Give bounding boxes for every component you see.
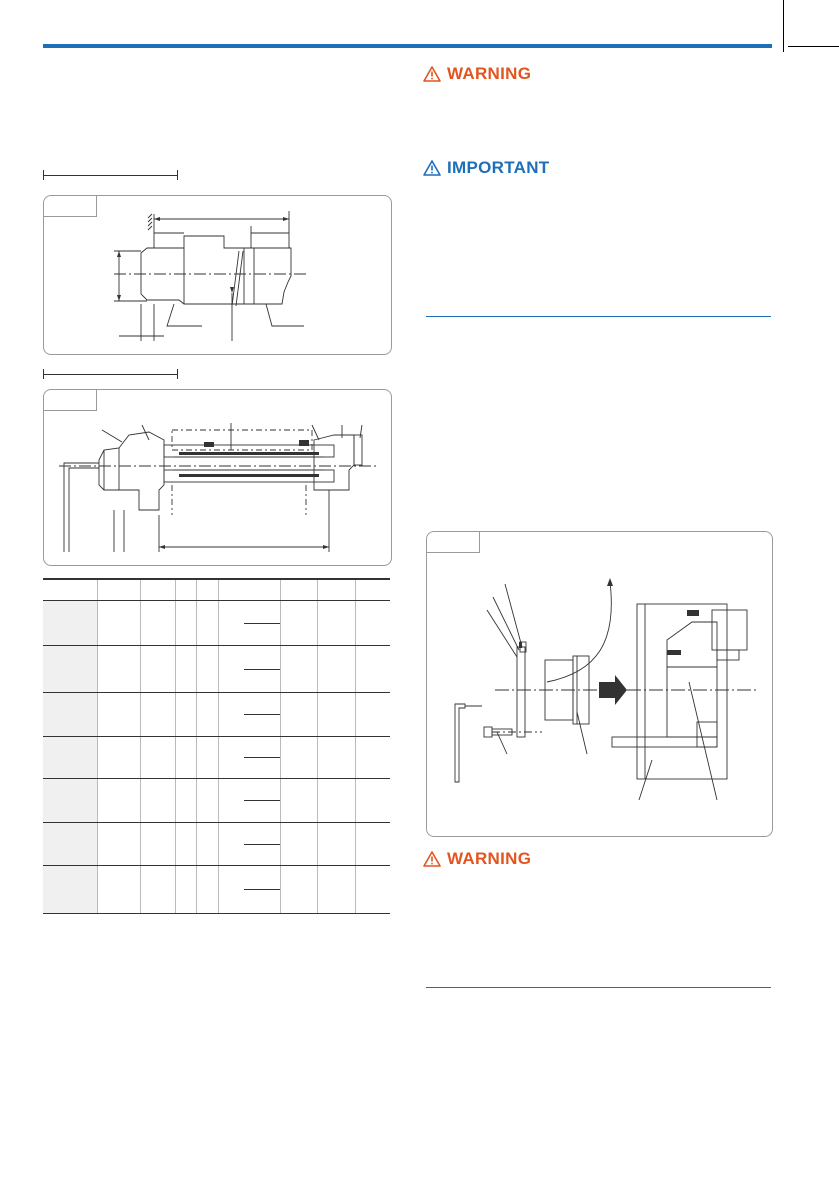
section-divider <box>426 316 771 317</box>
heading-tick <box>177 369 178 379</box>
table-row <box>43 646 390 693</box>
warning-heading <box>423 64 531 84</box>
figure-chuck-assembly <box>43 389 392 566</box>
table-row <box>43 823 390 866</box>
important-heading <box>423 158 549 178</box>
table-row <box>43 693 390 737</box>
table-header-row <box>43 579 390 601</box>
figure-shaft-dimensions <box>43 195 392 355</box>
table-row <box>43 737 390 779</box>
section-heading-rule <box>43 374 178 375</box>
warning-triangle-icon <box>423 66 441 82</box>
shaft-dimension-drawing <box>44 196 391 354</box>
heading-tick <box>43 170 44 180</box>
section-divider <box>426 987 771 988</box>
header-accent-bar <box>43 44 772 48</box>
chuck-cylinder-assembly-drawing <box>44 390 391 565</box>
heading-tick <box>43 369 44 379</box>
figure-adapter-mounting <box>426 531 773 837</box>
table-row <box>43 601 390 646</box>
important-triangle-icon <box>423 160 441 176</box>
warning-triangle-icon <box>423 851 441 867</box>
specification-table <box>43 578 390 914</box>
crop-mark-vertical <box>783 0 784 52</box>
section-heading-rule <box>43 175 178 176</box>
warning-heading <box>423 849 531 869</box>
important-label: IMPORTANT <box>447 158 550 177</box>
table-row <box>43 779 390 823</box>
heading-tick <box>177 170 178 180</box>
warning-label: WARNING <box>447 64 532 83</box>
warning-label: WARNING <box>447 849 532 868</box>
adapter-mounting-drawing <box>427 532 772 836</box>
crop-mark-horizontal <box>788 46 839 47</box>
table-row <box>43 866 390 914</box>
